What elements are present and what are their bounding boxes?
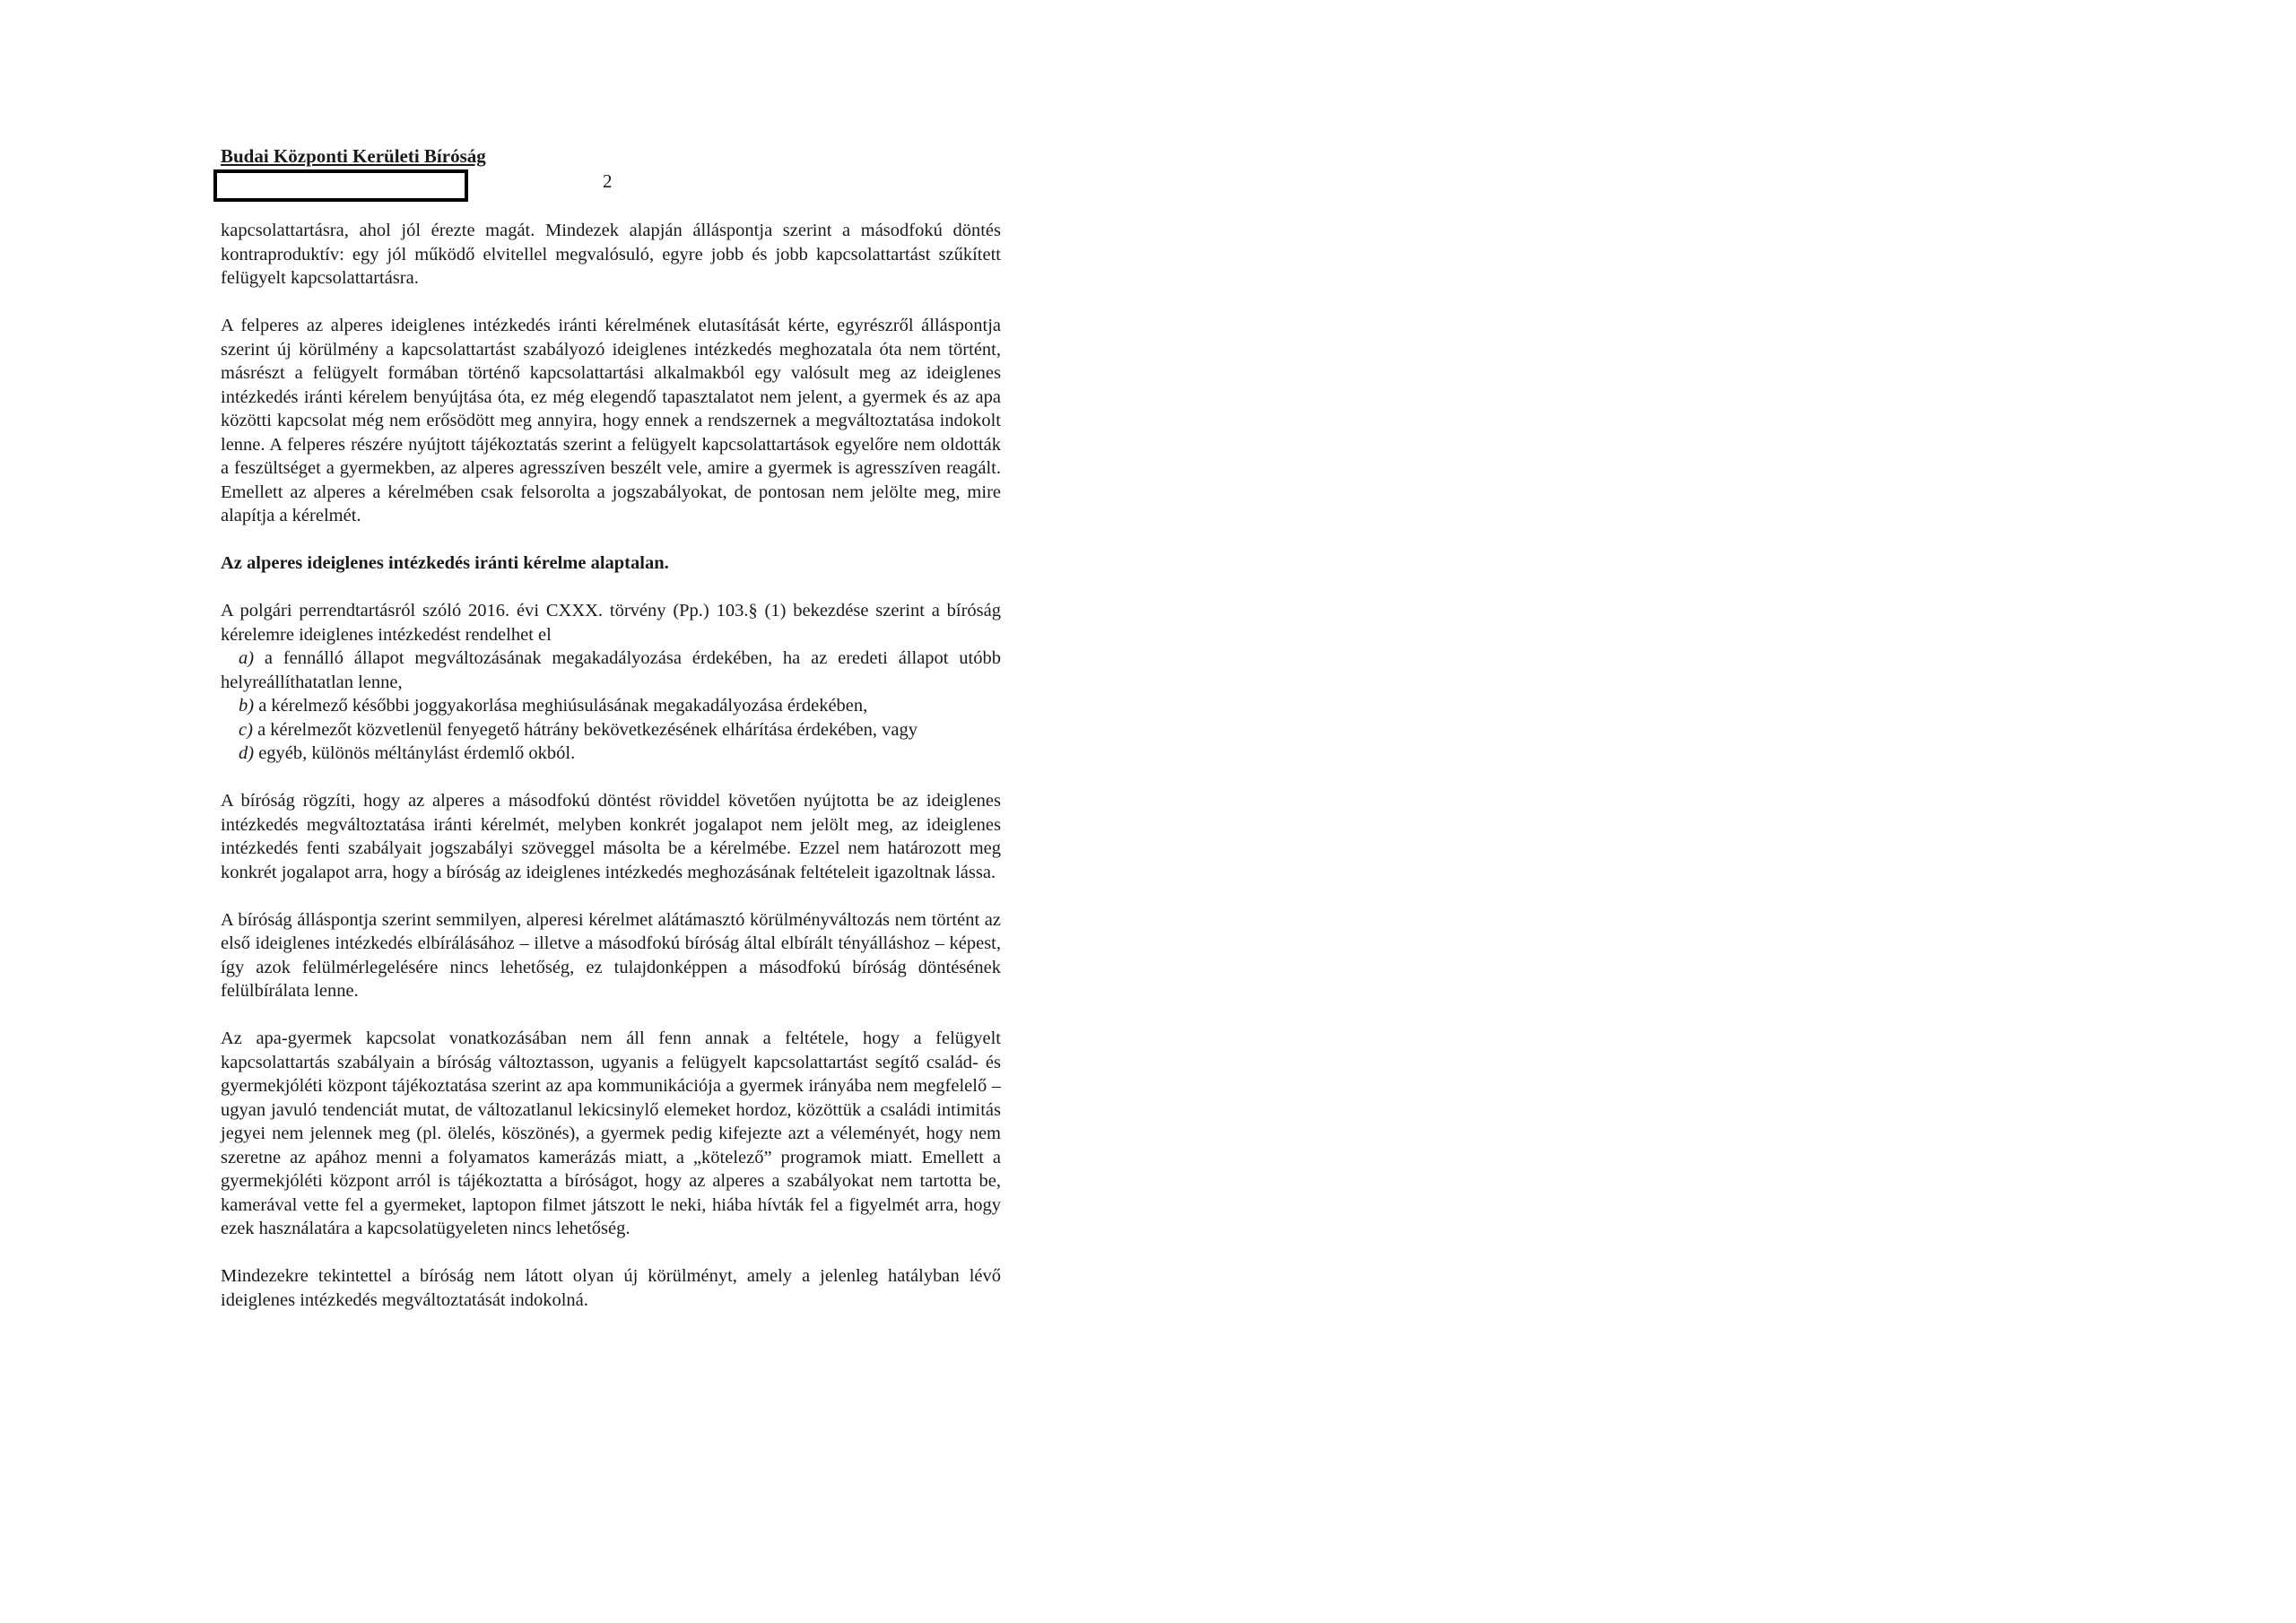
- list-text: a kérelmezőt közvetlenül fenyegető hátrány bekövetkezésének elhárítása érdekében, vagy: [252, 719, 918, 740]
- list-letter: d): [239, 743, 255, 763]
- list-item-c: [221, 718, 1001, 742]
- legal-list: [221, 647, 1001, 766]
- list-text: a fennálló állapot megváltozásának megakadályozása érdekében, ha az eredeti állapot utóbb helyreállíthatatlan lenne,: [221, 648, 1001, 692]
- document-body: [221, 219, 1001, 1336]
- list-text: a kérelmező későbbi joggyakorlása meghiúsulásának megakadályozása érdekében,: [254, 696, 868, 716]
- list-letter: c): [239, 719, 253, 740]
- redacted-case-number: [213, 169, 468, 202]
- paragraph-1: kapcsolattartásra, ahol jól érezte magát. Mindezek alapján álláspontja szerint a másodfokú döntés kontraproduktív: egy jól működő elvitellel megvalósuló, egyre jobb és jobb kapcsolattartást szűkített felügyelt kapcsolattartásra.: [221, 221, 1001, 288]
- paragraph-6: Az apa-gyermek kapcsolat vonatkozásában nem áll fenn annak a feltétele, hogy a felügyelt kapcsolattartás szabályain a bíróság változtasson, ugyanis a felügyelt kapcsolattartást segítő család- és gyermekjóléti központ tájékoztatása szerint az apa kommunikációja a gyermek irányába nem megfelelő – ugyan javuló tendenciát mutat, de változatlanul lekicsinylő elemeket hordoz, közöttük a családi intimitás jegyei nem jelennek meg (pl. ölelés, köszönés), a gyermek pedig kifejezte azt a véleményét, hogy nem szeretne az apához menni a folyamatos kamerázás miatt, a „kötelező” programok miatt. Emellett a gyermekjóléti központ arról is tájékoztatta a bíróságot, hogy az alperes a szabályokat nem tartotta be, kamerával vette fel a gyermeket, laptopon filmet játszott le neki, hiába hívták fel a figyelmét arra, hogy ezek használatára a kapcsolatügyeleten nincs lehetőség.: [221, 1028, 1001, 1238]
- page-number: 2: [603, 170, 613, 192]
- paragraph-2: A felperes az alperes ideiglenes intézkedés iránti kérelmének elutasítását kérte, egyrészről álláspontja szerint új körülmény a kapcsolattartást szabályozó ideiglenes intézkedés meghozatala óta nem történt, másrészt a felügyelt formában történő kapcsolattartási alkalmakból egy valósult meg az ideiglenes intézkedés iránti kérelem benyújtása óta, ez még elegendő tapasztalatot nem jelent, a gyermek és az apa közötti kapcsolat még nem erősödött meg annyira, hogy ennek a rendszernek a megváltoztatása indokolt lenne. A felperes részére nyújtott tájékoztatás szerint a felügyelt kapcsolattartások egyelőre nem oldották a feszültséget a gyermekben, az alperes agresszíven beszélt vele, amire a gyermek is agresszíven reagált. Emellett az alperes a kérelmében csak felsorolta a jogszabályokat, de pontosan nem jelölte meg, mire alapítja a kérelmét.: [221, 316, 1001, 525]
- paragraph-3-intro: A polgári perrendtartásról szóló 2016. évi CXXX. törvény (Pp.) 103.§ (1) bekezdése szerint a bíróság kérelemre ideiglenes intézkedést rendelhet el: [221, 601, 1001, 645]
- list-letter: b): [239, 696, 255, 716]
- list-item-a: [221, 647, 1001, 694]
- list-item-b: [221, 694, 1001, 718]
- court-name: Budai Központi Kerületi Bíróság: [221, 145, 486, 167]
- list-text: egyéb, különös méltánylást érdemlő okból.: [254, 743, 576, 763]
- list-letter: a): [239, 648, 255, 668]
- list-item-d: [221, 742, 1001, 766]
- paragraph-5: A bíróság álláspontja szerint semmilyen, alperesi kérelmet alátámasztó körülményváltozás nem történt az első ideiglenes intézkedés elbírálásához – illetve a másodfokú bíróság által elbírált tényálláshoz – képest, így azok felülmérlegelésére nincs lehetőség, ez tulajdonképpen a másodfokú bíróság döntésének felülbírálata lenne.: [221, 909, 1001, 1001]
- paragraph-7: Mindezekre tekintettel a bíróság nem látott olyan új körülményt, amely a jelenleg hatályban lévő ideiglenes intézkedés megváltoztatását indokolná.: [221, 1266, 1001, 1310]
- paragraph-4: A bíróság rögzíti, hogy az alperes a másodfokú döntést röviddel követően nyújtotta be az ideiglenes intézkedés megváltoztatása iránti kérelmét, melyben konkrét jogalapot nem jelölt meg, az ideiglenes intézkedés fenti szabályait jogszabályi szöveggel másolta be a kérelmébe. Ezzel nem határozott meg konkrét jogalapot arra, hogy a bíróság az ideiglenes intézkedés meghozásának feltételeit igazoltnak lássa.: [221, 791, 1001, 882]
- section-heading: Az alperes ideiglenes intézkedés iránti kérelme alaptalan.: [221, 553, 669, 573]
